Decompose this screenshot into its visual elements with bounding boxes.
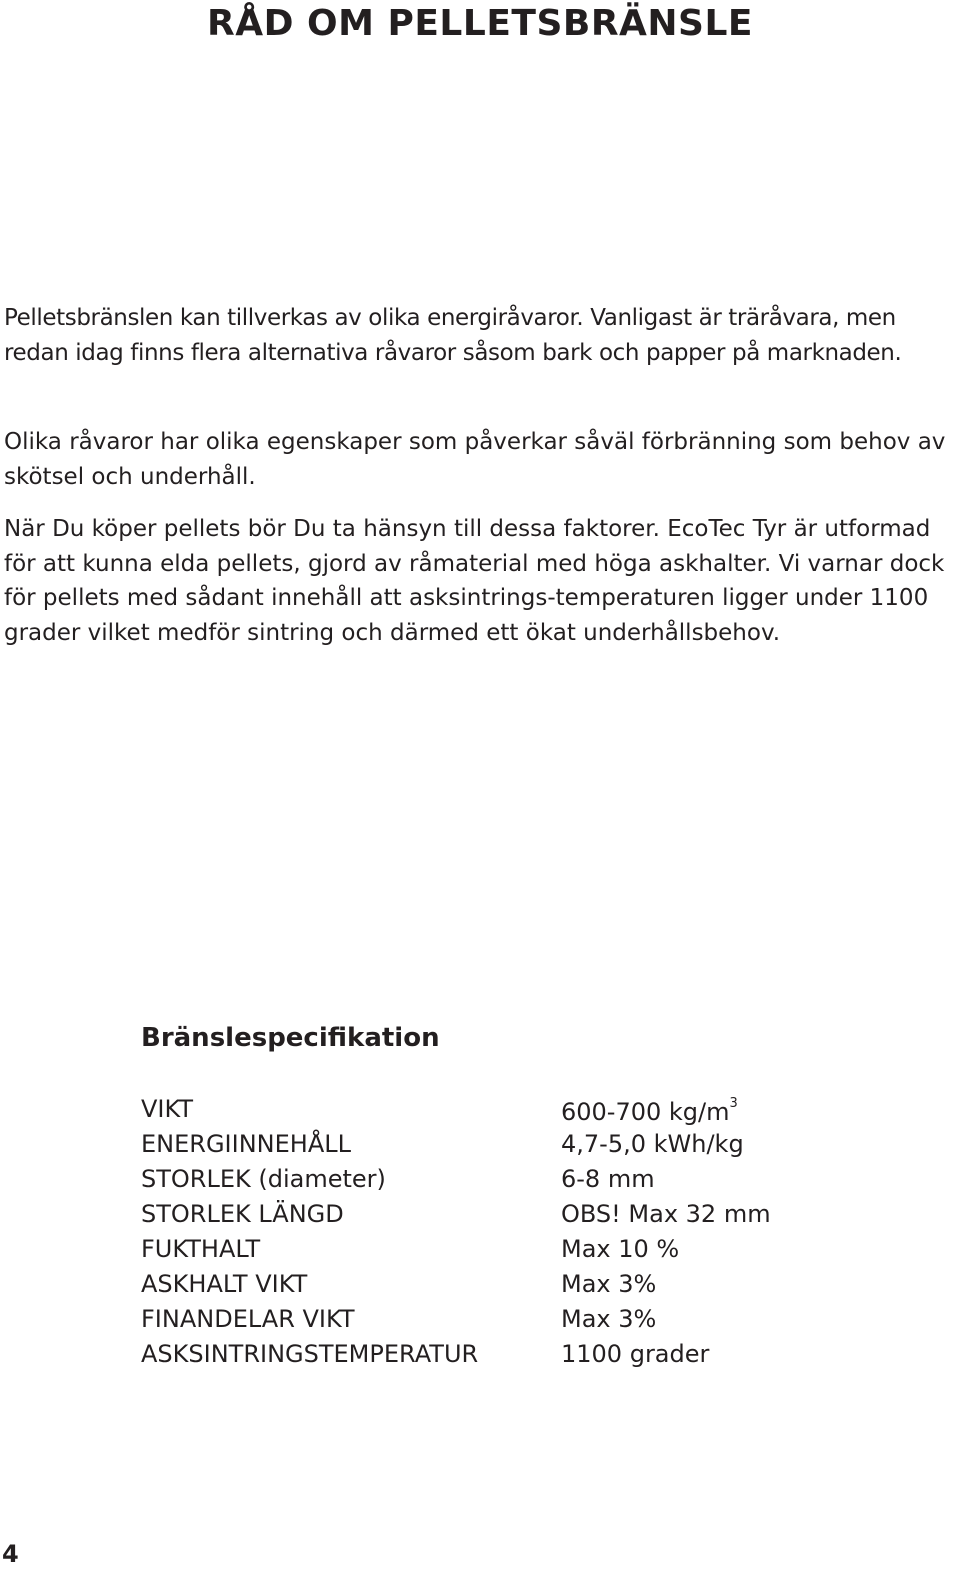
spec-row-fukthalt bbox=[141, 1232, 841, 1267]
spec-row-vikt bbox=[141, 1092, 841, 1127]
spec-value: Max 10 % bbox=[561, 1235, 680, 1263]
spec-label: FINANDELAR VIKT bbox=[141, 1305, 355, 1333]
spec-value: 1100 grader bbox=[561, 1340, 710, 1368]
spec-row-storlek-diameter bbox=[141, 1162, 841, 1197]
spec-label: STORLEK LÄNGD bbox=[141, 1200, 344, 1228]
spec-row-finandelar-vikt bbox=[141, 1302, 841, 1337]
spec-label: VIKT bbox=[141, 1095, 194, 1123]
superscript: 3 bbox=[729, 1095, 738, 1111]
intro-paragraph: Pelletsbränslen kan tillverkas av olika energiråvaror. Vanligast är träråvara, men redan idag finns flera alternativa råvaror såsom bark och papper på marknaden. bbox=[4, 305, 902, 366]
spec-row-askhalt-vikt bbox=[141, 1267, 841, 1302]
spec-label: STORLEK (diameter) bbox=[141, 1165, 386, 1193]
spec-value: OBS! Max 32 mm bbox=[561, 1200, 771, 1228]
spec-row-energiinnehall bbox=[141, 1127, 841, 1162]
spec-table bbox=[141, 1092, 841, 1372]
spec-value: 4,7-5,0 kWh/kg bbox=[561, 1130, 744, 1158]
spec-label: ASKSINTRINGSTEMPERATUR bbox=[141, 1340, 479, 1368]
buying-advice-paragraph: När Du köper pellets bör Du ta hänsyn till dessa faktorer. EcoTec Tyr är utformad för att kunna elda pellets, gjord av råmaterial med höga askhalter. Vi varnar dock för pellets med sådant innehåll att asksintrings-temperaturen ligger under 1100 grader vilket medför sintring och därmed ett ökat underhållsbehov. bbox=[4, 516, 945, 646]
spec-value bbox=[561, 1090, 738, 1130]
spec-label: FUKTHALT bbox=[141, 1235, 261, 1263]
properties-paragraph: Olika råvaror har olika egenskaper som påverkar såväl förbränning som behov av skötsel och underhåll. bbox=[4, 429, 946, 490]
spec-value: Max 3% bbox=[561, 1270, 657, 1298]
spec-label: ASKHALT VIKT bbox=[141, 1270, 308, 1298]
spec-row-storlek-langd bbox=[141, 1197, 841, 1232]
spec-heading: Bränslespecifikation bbox=[141, 1023, 440, 1053]
spec-value-text: 600-700 kg/m bbox=[561, 1097, 730, 1126]
spec-value: 6-8 mm bbox=[561, 1165, 655, 1193]
spec-row-asksintringstemperatur bbox=[141, 1337, 841, 1372]
page-number: 4 bbox=[2, 1540, 19, 1568]
page-title: RÅD OM PELLETSBRÄNSLE bbox=[207, 3, 753, 44]
spec-label: ENERGIINNEHÅLL bbox=[141, 1130, 351, 1158]
spec-value: Max 3% bbox=[561, 1305, 657, 1333]
